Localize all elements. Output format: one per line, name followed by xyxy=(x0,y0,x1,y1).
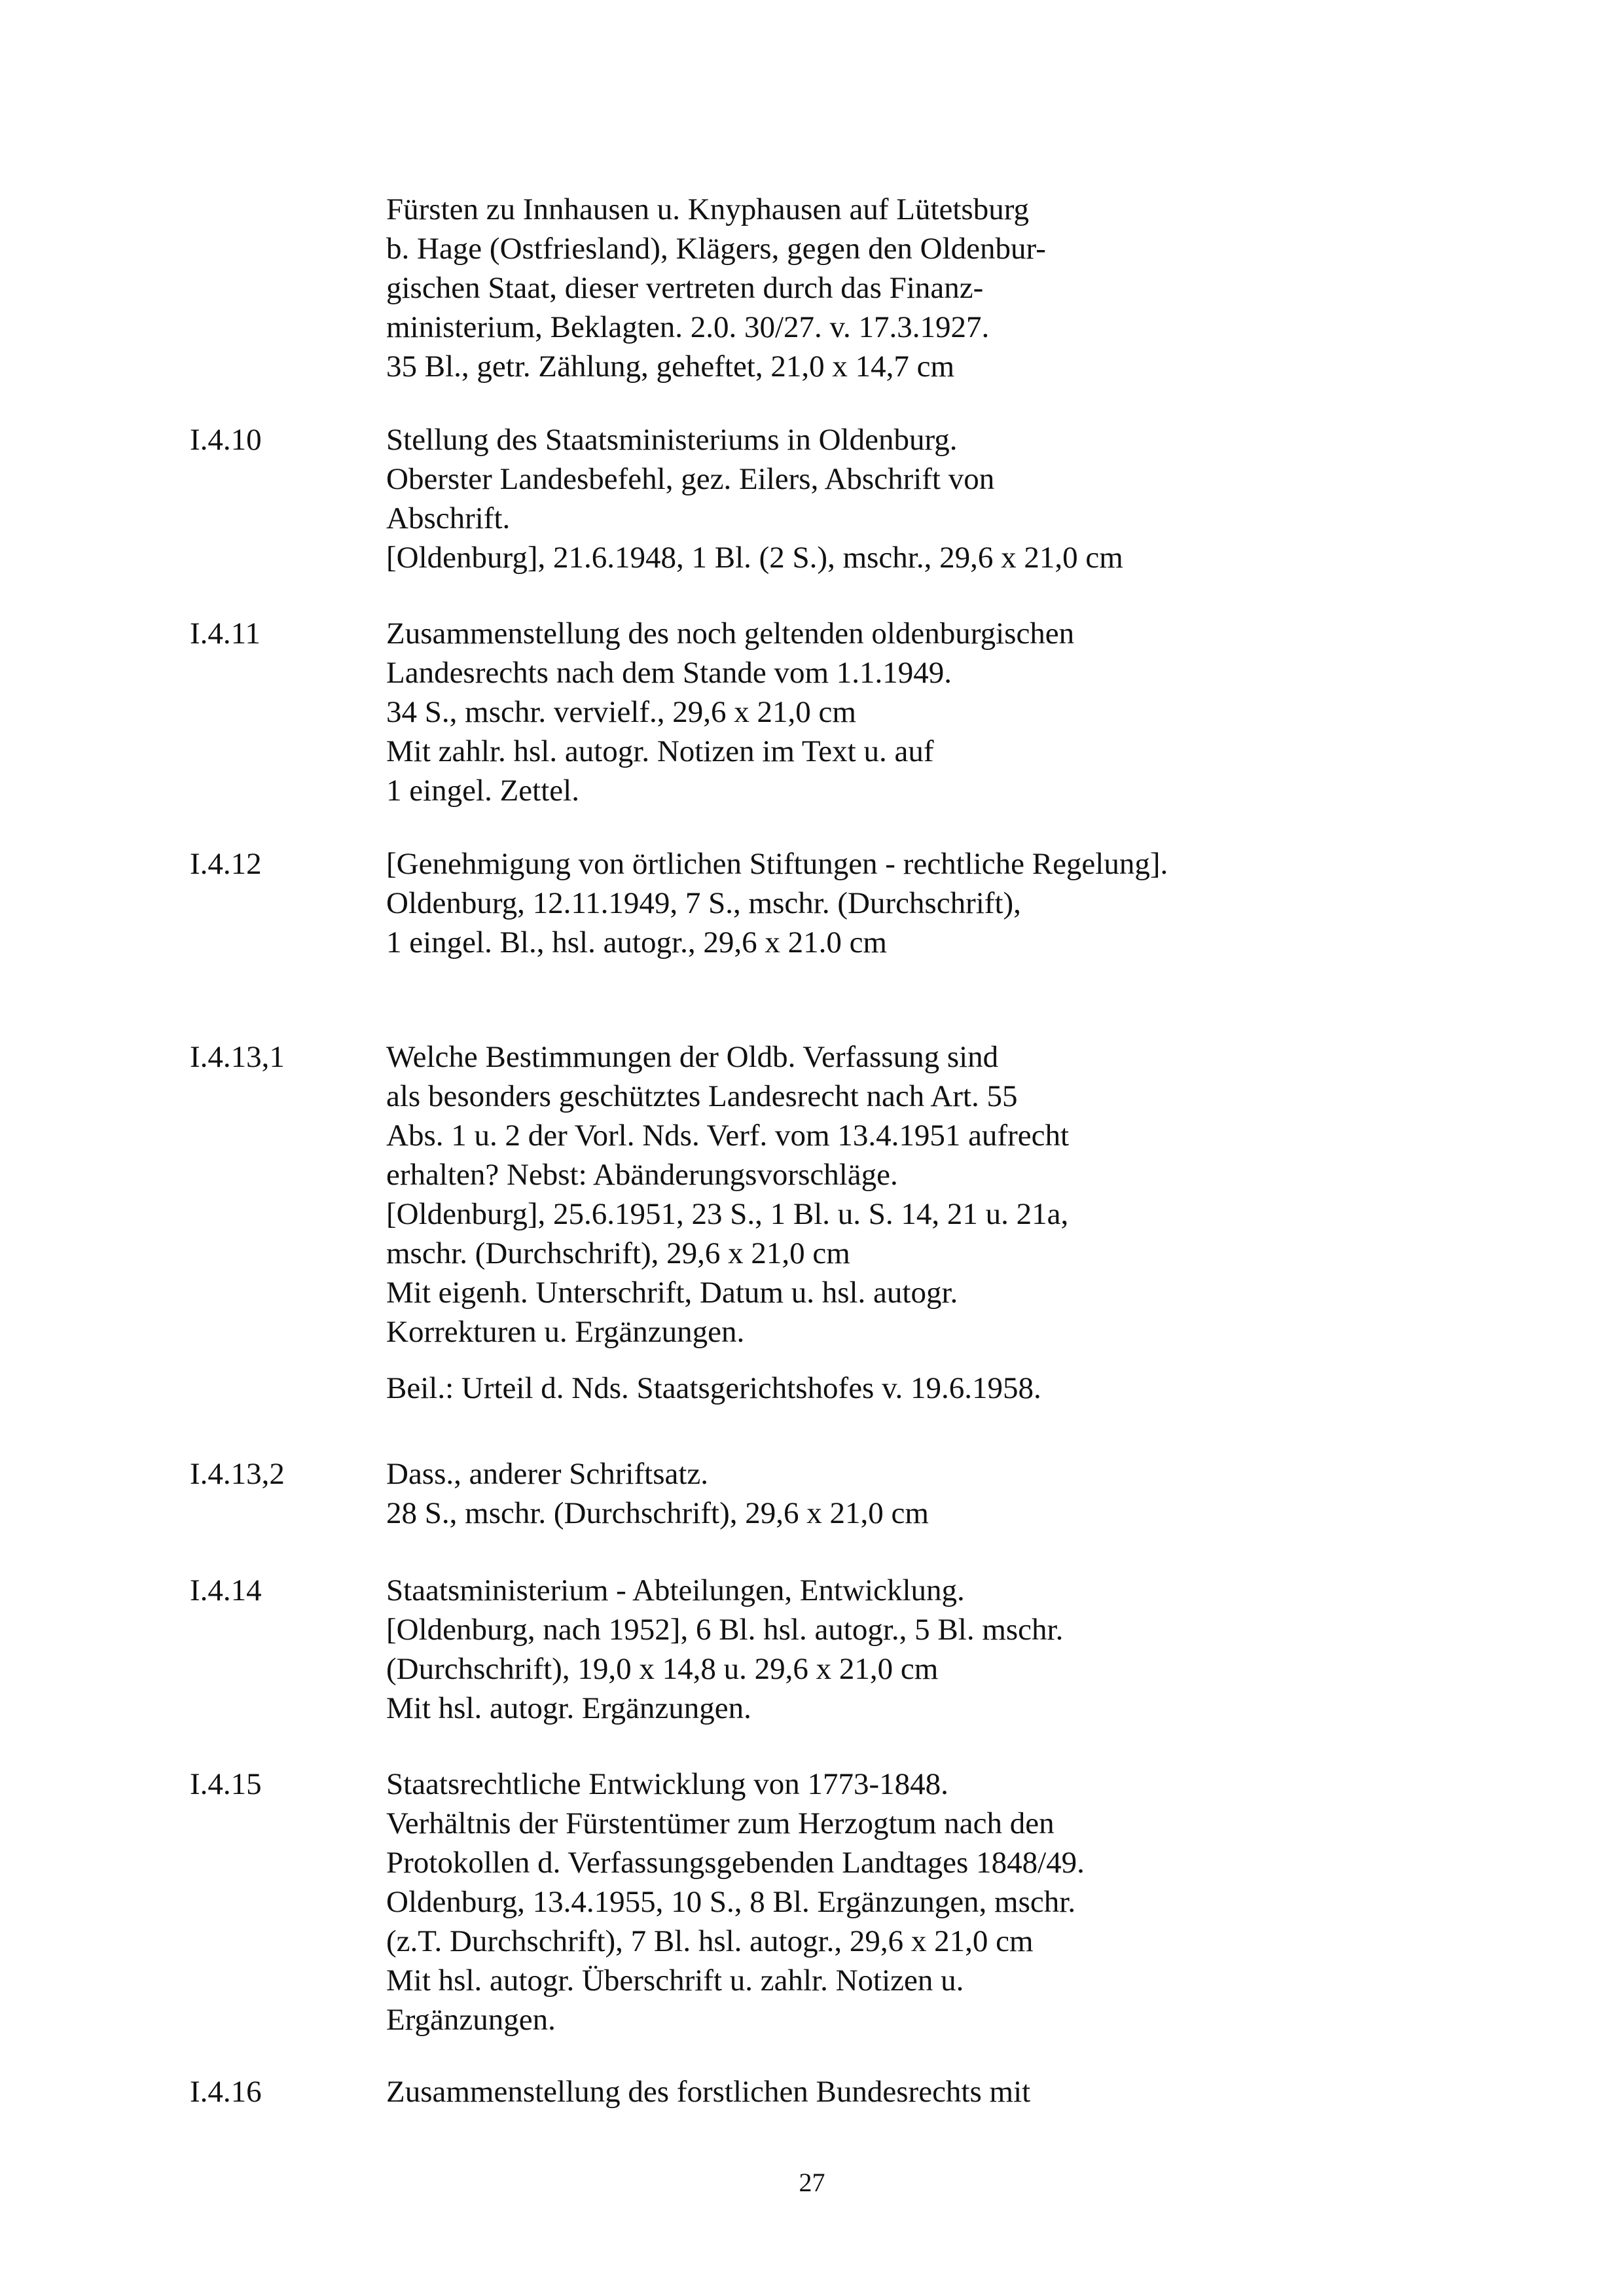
entry-number: I.4.14 xyxy=(190,1573,262,1607)
entry-line: 35 Bl., getr. Zählung, geheftet, 21,0 x 14,7 cm xyxy=(386,350,955,384)
entry-line: [Oldenburg], 21.6.1948, 1 Bl. (2 S.), mschr., 29,6 x 21,0 cm xyxy=(386,541,1123,575)
entry-line: Mit hsl. autogr. Ergänzungen. xyxy=(386,1691,751,1725)
entry-description xyxy=(386,190,1499,386)
entry-line: Dass., anderer Schriftsatz. xyxy=(386,1457,709,1491)
entry-line: Abschrift. xyxy=(386,501,511,535)
entry-line: [Oldenburg, nach 1952], 6 Bl. hsl. autogr., 5 Bl. mschr. xyxy=(386,1613,1064,1647)
entry-line: b. Hage (Ostfriesland), Klägers, gegen den Oldenbur- xyxy=(386,232,1046,266)
entry-line: Mit eigenh. Unterschrift, Datum u. hsl. autogr. xyxy=(386,1276,958,1310)
entry-line: (z.T. Durchschrift), 7 Bl. hsl. autogr., 29,6 x 21,0 cm xyxy=(386,1924,1034,1958)
entry-enclosure-note: Beil.: Urteil d. Nds. Staatsgerichtshofes v. 19.6.1958. xyxy=(386,1371,1041,1405)
entry-line: Ergänzungen. xyxy=(386,2003,556,2037)
entry-description xyxy=(386,844,1499,962)
entry-line: Fürsten zu Innhausen u. Knyphausen auf Lütetsburg xyxy=(386,192,1030,226)
entry-number: I.4.10 xyxy=(190,423,262,457)
entry-line: Staatsrechtliche Entwicklung von 1773-1848. xyxy=(386,1767,948,1801)
entry-line: mschr. (Durchschrift), 29,6 x 21,0 cm xyxy=(386,1236,850,1270)
entry-number: I.4.13,1 xyxy=(190,1040,285,1074)
entry-line: Zusammenstellung des forstlichen Bundesrechts mit xyxy=(386,2075,1031,2109)
entry-line: Staatsministerium - Abteilungen, Entwicklung. xyxy=(386,1573,965,1607)
entry-description xyxy=(386,420,1499,577)
entry-line: [Oldenburg], 25.6.1951, 23 S., 1 Bl. u. S. 14, 21 u. 21a, xyxy=(386,1197,1069,1231)
entry-description xyxy=(386,1454,1499,1533)
entry-description xyxy=(386,2072,1499,2111)
entry-line: (Durchschrift), 19,0 x 14,8 u. 29,6 x 21,0 cm xyxy=(386,1652,939,1686)
entry-line: Mit zahlr. hsl. autogr. Notizen im Text u. auf xyxy=(386,734,934,768)
entry-line: Oldenburg, 13.4.1955, 10 S., 8 Bl. Ergänzungen, mschr. xyxy=(386,1885,1076,1919)
entry-line: Mit hsl. autogr. Überschrift u. zahlr. Notizen u. xyxy=(386,1964,964,1998)
entry-number: I.4.16 xyxy=(190,2075,262,2109)
entry-line: 34 S., mschr. vervielf., 29,6 x 21,0 cm xyxy=(386,695,856,729)
entry-line: Korrekturen u. Ergänzungen. xyxy=(386,1315,745,1349)
entry-description xyxy=(386,1571,1499,1728)
entry-line: Stellung des Staatsministeriums in Oldenburg. xyxy=(386,423,958,457)
entry-line: Oldenburg, 12.11.1949, 7 S., mschr. (Durchschrift), xyxy=(386,886,1021,920)
entry-line: 1 eingel. Zettel. xyxy=(386,774,579,808)
page-number: 27 xyxy=(799,2168,825,2197)
entry-number: I.4.15 xyxy=(190,1767,262,1801)
entry-line: Protokollen d. Verfassungsgebenden Landtages 1848/49. xyxy=(386,1846,1085,1880)
entry-line: Abs. 1 u. 2 der Vorl. Nds. Verf. vom 13.4.1951 aufrecht xyxy=(386,1119,1070,1153)
entry-line: 1 eingel. Bl., hsl. autogr., 29,6 x 21.0 cm xyxy=(386,925,887,960)
entry-number: I.4.11 xyxy=(190,617,261,651)
entry-line: Welche Bestimmungen der Oldb. Verfassung sind xyxy=(386,1040,999,1074)
entry-description xyxy=(386,1765,1499,2039)
entry-number: I.4.13,2 xyxy=(190,1457,285,1491)
entry-number: I.4.12 xyxy=(190,847,262,881)
entry-line: Zusammenstellung des noch geltenden oldenburgischen xyxy=(386,617,1075,651)
entry-line: 28 S., mschr. (Durchschrift), 29,6 x 21,0 cm xyxy=(386,1496,929,1530)
entry-line: ministerium, Beklagten. 2.0. 30/27. v. 17.3.1927. xyxy=(386,310,990,344)
entry-line: Landesrechts nach dem Stande vom 1.1.1949. xyxy=(386,656,952,690)
entry-line: gischen Staat, dieser vertreten durch das Finanz- xyxy=(386,271,984,305)
entry-line: Verhältnis der Fürstentümer zum Herzogtum nach den xyxy=(386,1806,1055,1840)
entry-description xyxy=(386,1037,1499,1408)
entry-line: [Genehmigung von örtlichen Stiftungen - rechtliche Regelung]. xyxy=(386,847,1168,881)
entry-line: Oberster Landesbefehl, gez. Eilers, Abschrift von xyxy=(386,462,995,496)
entry-line: erhalten? Nebst: Abänderungsvorschläge. xyxy=(386,1158,898,1192)
entry-description xyxy=(386,614,1499,810)
entry-line: als besonders geschütztes Landesrecht nach Art. 55 xyxy=(386,1079,1018,1113)
